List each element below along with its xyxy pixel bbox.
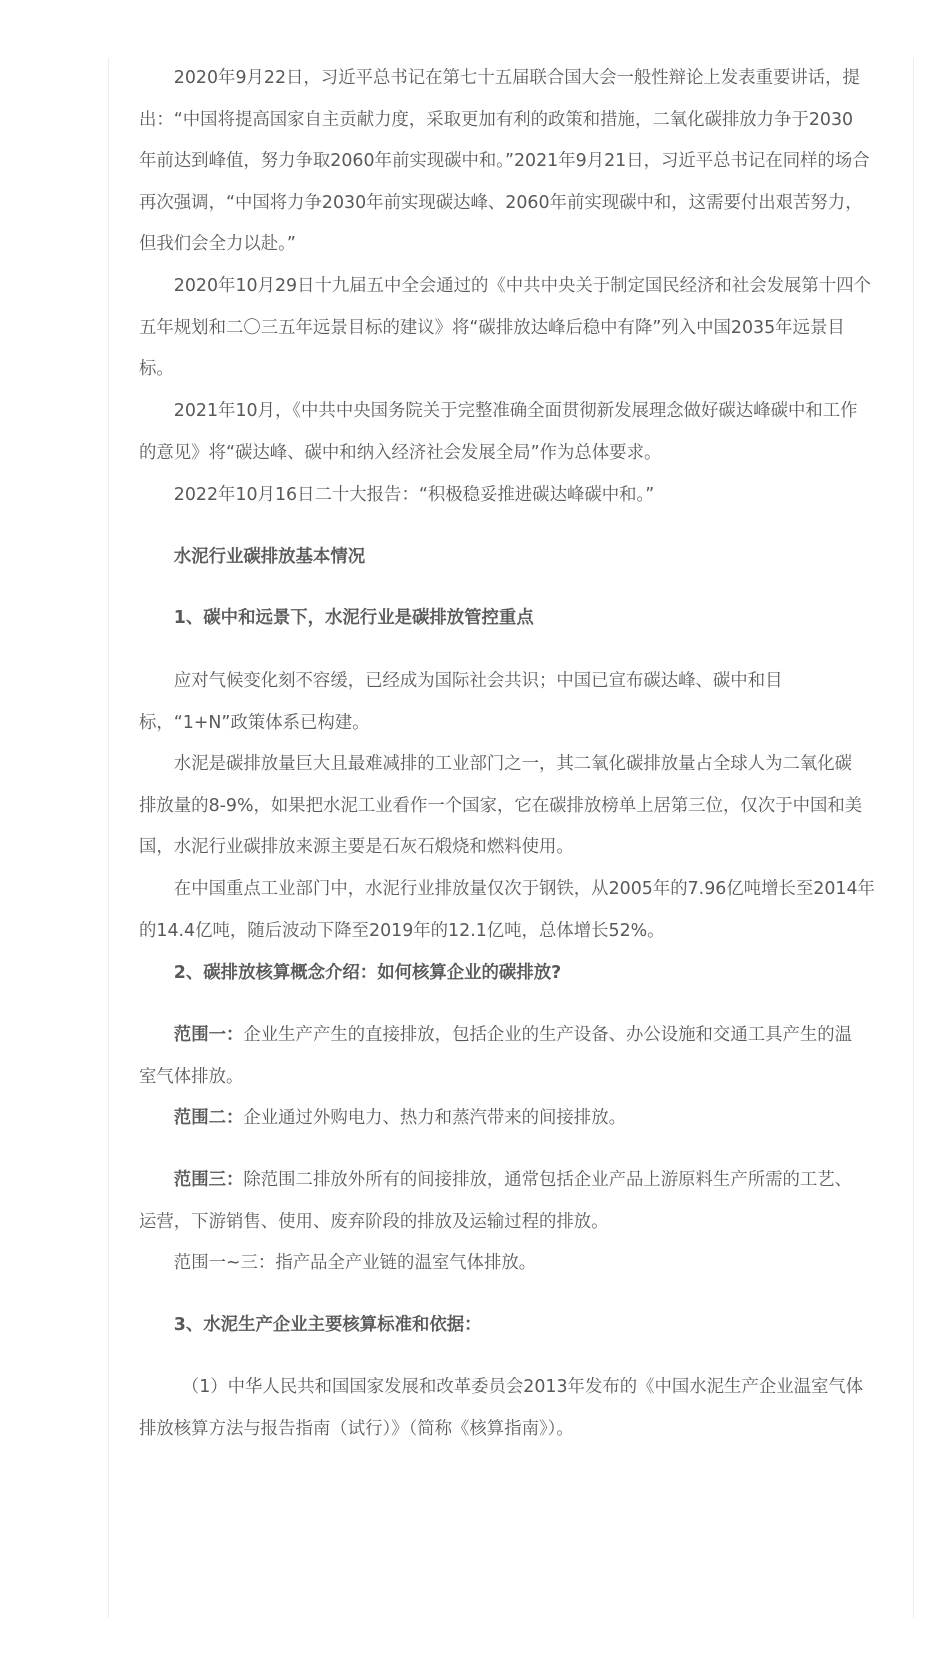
text-line: 2022年10月16日二十大报告：“积极稳妥推进碳达峰碳中和。”: [173, 485, 655, 505]
paragraph-climate-consensus: [139, 661, 883, 744]
section-heading-cement-overview: [139, 537, 883, 579]
paragraph-fifth-plenum: [139, 266, 883, 391]
text-line: 的14.4亿吨，随后波动下降至2019年的12.1亿吨，总体增长52%。: [139, 920, 665, 941]
paragraph-scope-three: [139, 1160, 883, 1243]
text-line: 标，“1+N”政策体系已构建。: [139, 712, 370, 733]
text-line: 2020年9月22日，习近平总书记在第七十五届联合国大会一般性辩论上发表重要讲话，提: [173, 68, 860, 88]
text-line: 2020年10月29日十九届五中全会通过的《中共中央关于制定国民经济和社会发展第十四个: [173, 276, 871, 296]
paragraph-scope-two: [139, 1098, 883, 1140]
text-line: 运营，下游销售、使用、废弃阶段的排放及运输过程的排放。: [139, 1211, 609, 1232]
text-line: 水泥是碳排放量巨大且最难减排的工业部门之一，其二氧化碳排放量占全球人为二氧化碳: [173, 754, 853, 774]
paragraph-carbon-pledge: [139, 58, 883, 266]
subheading-accounting-concept: [139, 953, 883, 995]
article-body: [108, 58, 914, 1618]
text-line: 除范围二排放外所有的间接排放，通常包括企业产品上游原料生产所需的工艺、: [243, 1170, 853, 1190]
text-line: （1）中华人民共和国国家发展和改革委员会2013年发布的《中国水泥生产企业温室气体: [181, 1377, 864, 1397]
text-line: 企业生产产生的直接排放，包括企业的生产设备、办公设施和交通工具产生的温: [243, 1025, 853, 1045]
text-line: 但我们会全力以赴。”: [139, 234, 296, 254]
text-line: 范围一~三：指产品全产业链的温室气体排放。: [173, 1253, 537, 1273]
scope-label: 范围三：: [173, 1170, 244, 1190]
paragraph-20th-congress: [139, 475, 883, 517]
heading-text: 2、碳排放核算概念介绍：如何核算企业的碳排放?: [173, 963, 562, 983]
text-line: 在中国重点工业部门中，水泥行业排放量仅次于钢铁，从2005年的7.96亿吨增长至2014年: [173, 879, 875, 899]
paragraph-guidance-opinion: [139, 391, 883, 474]
text-line: 企业通过外购电力、热力和蒸汽带来的间接排放。: [243, 1108, 626, 1128]
heading-text: 水泥行业碳排放基本情况: [173, 547, 366, 567]
text-line: 出：“中国将提高国家自主贡献力度，采取更加有利的政策和措施，二氧化碳排放力争于2030: [139, 109, 854, 130]
text-line: 再次强调，“中国将力争2030年前实现碳达峰、2060年前实现碳中和，这需要付出艰苦努力，: [139, 192, 863, 213]
paragraph-ndrc-guideline: [139, 1367, 883, 1450]
text-line: 排放量的8-9%，如果把水泥工业看作一个国家，它在碳排放榜单上居第三位，仅次于中国和美: [139, 795, 863, 816]
text-line: 室气体排放。: [139, 1066, 244, 1087]
subheading-accounting-standards: [139, 1305, 883, 1347]
text-line: 国，水泥行业碳排放来源主要是石灰石煅烧和燃料使用。: [139, 837, 574, 857]
text-line: 五年规划和二〇三五年远景目标的建议》将“碳排放达峰后稳中有降”列入中国2035年远景目: [139, 317, 845, 338]
paragraph-scope-all: [139, 1243, 883, 1285]
scope-label: 范围一：: [173, 1025, 244, 1045]
paragraph-scope-one: [139, 1015, 883, 1098]
subheading-control-focus: [139, 598, 883, 640]
heading-text: 3、水泥生产企业主要核算标准和依据：: [173, 1315, 482, 1335]
text-line: 标。: [139, 359, 174, 379]
scope-label: 范围二：: [173, 1108, 244, 1128]
text-line: 的意见》将“碳达峰、碳中和纳入经济社会发展全局”作为总体要求。: [139, 442, 662, 463]
heading-text: 1、碳中和远景下，水泥行业是碳排放管控重点: [173, 608, 534, 628]
text-line: 年前达到峰值，努力争取2060年前实现碳中和。”2021年9月21日，习近平总书记在同样的场合: [139, 151, 870, 171]
text-line: 排放核算方法与报告指南（试行）》（简称《核算指南》）。: [139, 1418, 574, 1439]
paragraph-industry-growth: [139, 869, 883, 952]
paragraph-cement-emissions-share: [139, 744, 883, 869]
text-line: 2021年10月，《中共中央国务院关于完整准确全面贯彻新发展理念做好碳达峰碳中和工作: [173, 401, 858, 421]
text-line: 应对气候变化刻不容缓，已经成为国际社会共识；中国已宣布碳达峰、碳中和目: [173, 671, 783, 691]
